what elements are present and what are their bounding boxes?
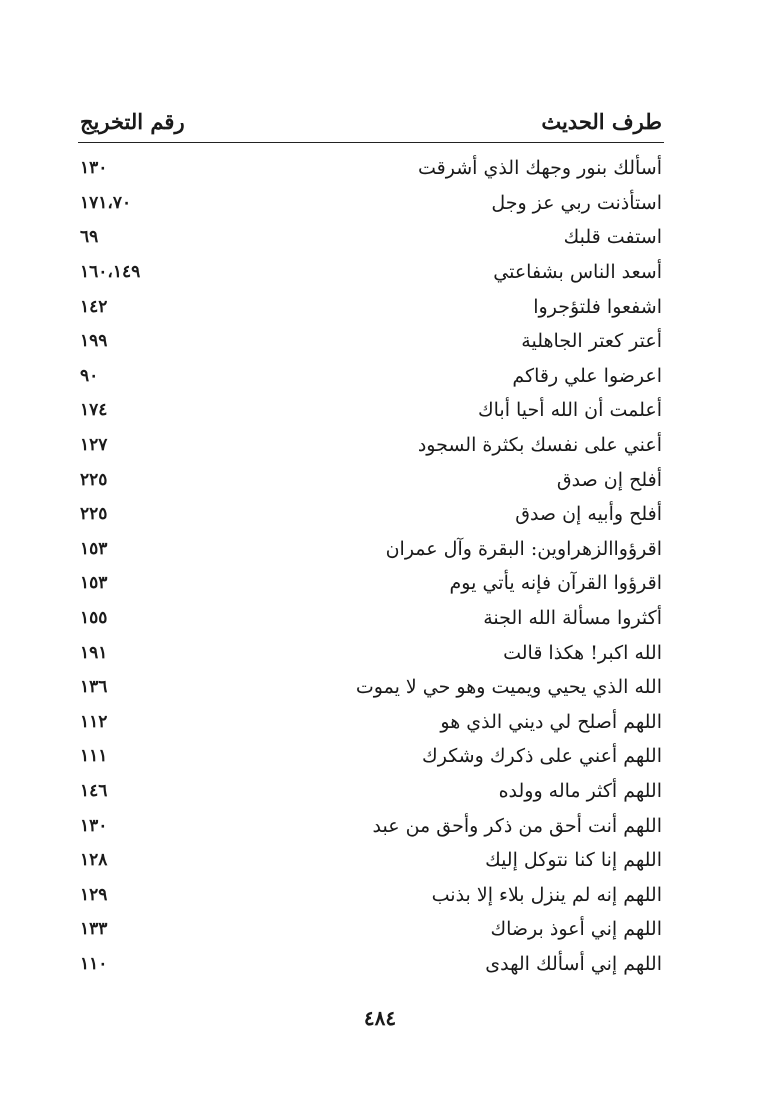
list-item xyxy=(78,532,664,567)
reference-number: ١٣٦ xyxy=(80,677,108,698)
reference-number: ١٢٩ xyxy=(80,884,108,905)
reference-number: ١٢٧ xyxy=(80,435,108,456)
list-item xyxy=(78,289,664,324)
reference-number: ١٩٩ xyxy=(80,331,108,352)
list-item xyxy=(78,497,664,532)
reference-number: ١١٢ xyxy=(80,711,108,732)
hadith-text: أسعد الناس بشفاعتي xyxy=(493,261,662,284)
list-item xyxy=(78,601,664,636)
hadith-text: أفلح إن صدق xyxy=(556,468,662,491)
reference-number: ١٥٣ xyxy=(80,573,108,594)
index-page xyxy=(78,96,664,981)
list-item xyxy=(78,359,664,394)
list-item xyxy=(78,947,664,982)
reference-number: ١٤٦ xyxy=(80,780,108,801)
hadith-text: اللهم إنا كنا نتوكل إليك xyxy=(485,849,662,872)
hadith-text: أعني على نفسك بكثرة السجود xyxy=(417,434,662,457)
reference-number: ١٥٣ xyxy=(80,538,108,559)
list-item xyxy=(78,912,664,947)
list-item xyxy=(78,428,664,463)
hadith-text: اللهم إني أسألك الهدى xyxy=(485,952,662,975)
list-item xyxy=(78,566,664,601)
hadith-text: أكثروا مسألة الله الجنة xyxy=(483,607,662,630)
reference-column-title: رقم التخريج xyxy=(80,109,185,134)
hadith-text: استأذنت ربي عز وجل xyxy=(491,191,662,214)
page-number: ٤٨٤ xyxy=(363,1006,397,1030)
list-item xyxy=(78,255,664,290)
reference-number: ١٩١ xyxy=(80,642,108,663)
list-item xyxy=(78,877,664,912)
reference-number: ١٣٠ xyxy=(80,158,108,179)
reference-number: ١٥٥ xyxy=(80,608,108,629)
reference-number: ٦٩ xyxy=(80,227,99,248)
reference-number: ١١١ xyxy=(80,746,108,767)
list-item xyxy=(78,670,664,705)
hadith-text: اقرؤواالزهراوين: البقرة وآل عمران xyxy=(385,537,662,560)
reference-number: ١٤٢ xyxy=(80,296,108,317)
reference-number: ١٧١،٧٠ xyxy=(80,192,132,213)
hadith-text: اللهم إني أعوذ برضاك xyxy=(490,918,662,941)
reference-number: ٢٢٥ xyxy=(80,504,108,525)
hadith-text: الله الذي يحيي ويميت وهو حي لا يموت xyxy=(355,676,662,699)
hadith-text: اللهم إنه لم ينزل بلاء إلا بذنب xyxy=(431,883,662,906)
list-item xyxy=(78,186,664,221)
list-item xyxy=(78,843,664,878)
list-item xyxy=(78,393,664,428)
hadith-text: أعلمت أن الله أحيا أباك xyxy=(477,399,662,422)
reference-number: ١٢٨ xyxy=(80,850,108,871)
reference-number: ١٣٣ xyxy=(80,919,108,940)
reference-number: ١٦٠،١٤٩ xyxy=(80,262,141,283)
hadith-text: اللهم أعني على ذكرك وشكرك xyxy=(422,745,662,768)
list-item xyxy=(78,220,664,255)
header-divider xyxy=(78,142,664,143)
hadith-text: اقرؤوا القرآن فإنه يأتي يوم xyxy=(449,572,662,595)
list-item xyxy=(78,462,664,497)
hadith-text: استفت قلبك xyxy=(563,226,662,249)
hadith-text: اللهم أكثر ماله وولده xyxy=(498,779,662,802)
reference-number: ١٧٤ xyxy=(80,400,108,421)
table-header xyxy=(78,96,664,134)
list-item xyxy=(78,151,664,186)
hadith-text: أفلح وأبيه إن صدق xyxy=(515,503,662,526)
list-item xyxy=(78,705,664,740)
hadith-text: أسألك بنور وجهك الذي أشرقت xyxy=(418,157,662,180)
list-item xyxy=(78,739,664,774)
list-item xyxy=(78,808,664,843)
hadith-index-list xyxy=(78,151,664,981)
list-item xyxy=(78,774,664,809)
reference-number: ٢٢٥ xyxy=(80,469,108,490)
hadith-text: اللهم أصلح لي ديني الذي هو xyxy=(440,710,662,733)
reference-number: ١٣٠ xyxy=(80,815,108,836)
hadith-text: اللهم أنت أحق من ذكر وأحق من عبد xyxy=(372,814,662,837)
list-item xyxy=(78,324,664,359)
list-item xyxy=(78,635,664,670)
hadith-text: اشفعوا فلتؤجروا xyxy=(533,295,662,318)
hadith-text: أعتر كعتر الجاهلية xyxy=(521,330,662,353)
reference-number: ٩٠ xyxy=(80,365,99,386)
hadith-text: اعرضوا علي رقاكم xyxy=(512,364,662,387)
hadith-text: الله اكبر! هكذا قالت xyxy=(503,641,662,664)
reference-number: ١١٠ xyxy=(80,953,108,974)
hadith-column-title: طرف الحديث xyxy=(541,109,662,134)
